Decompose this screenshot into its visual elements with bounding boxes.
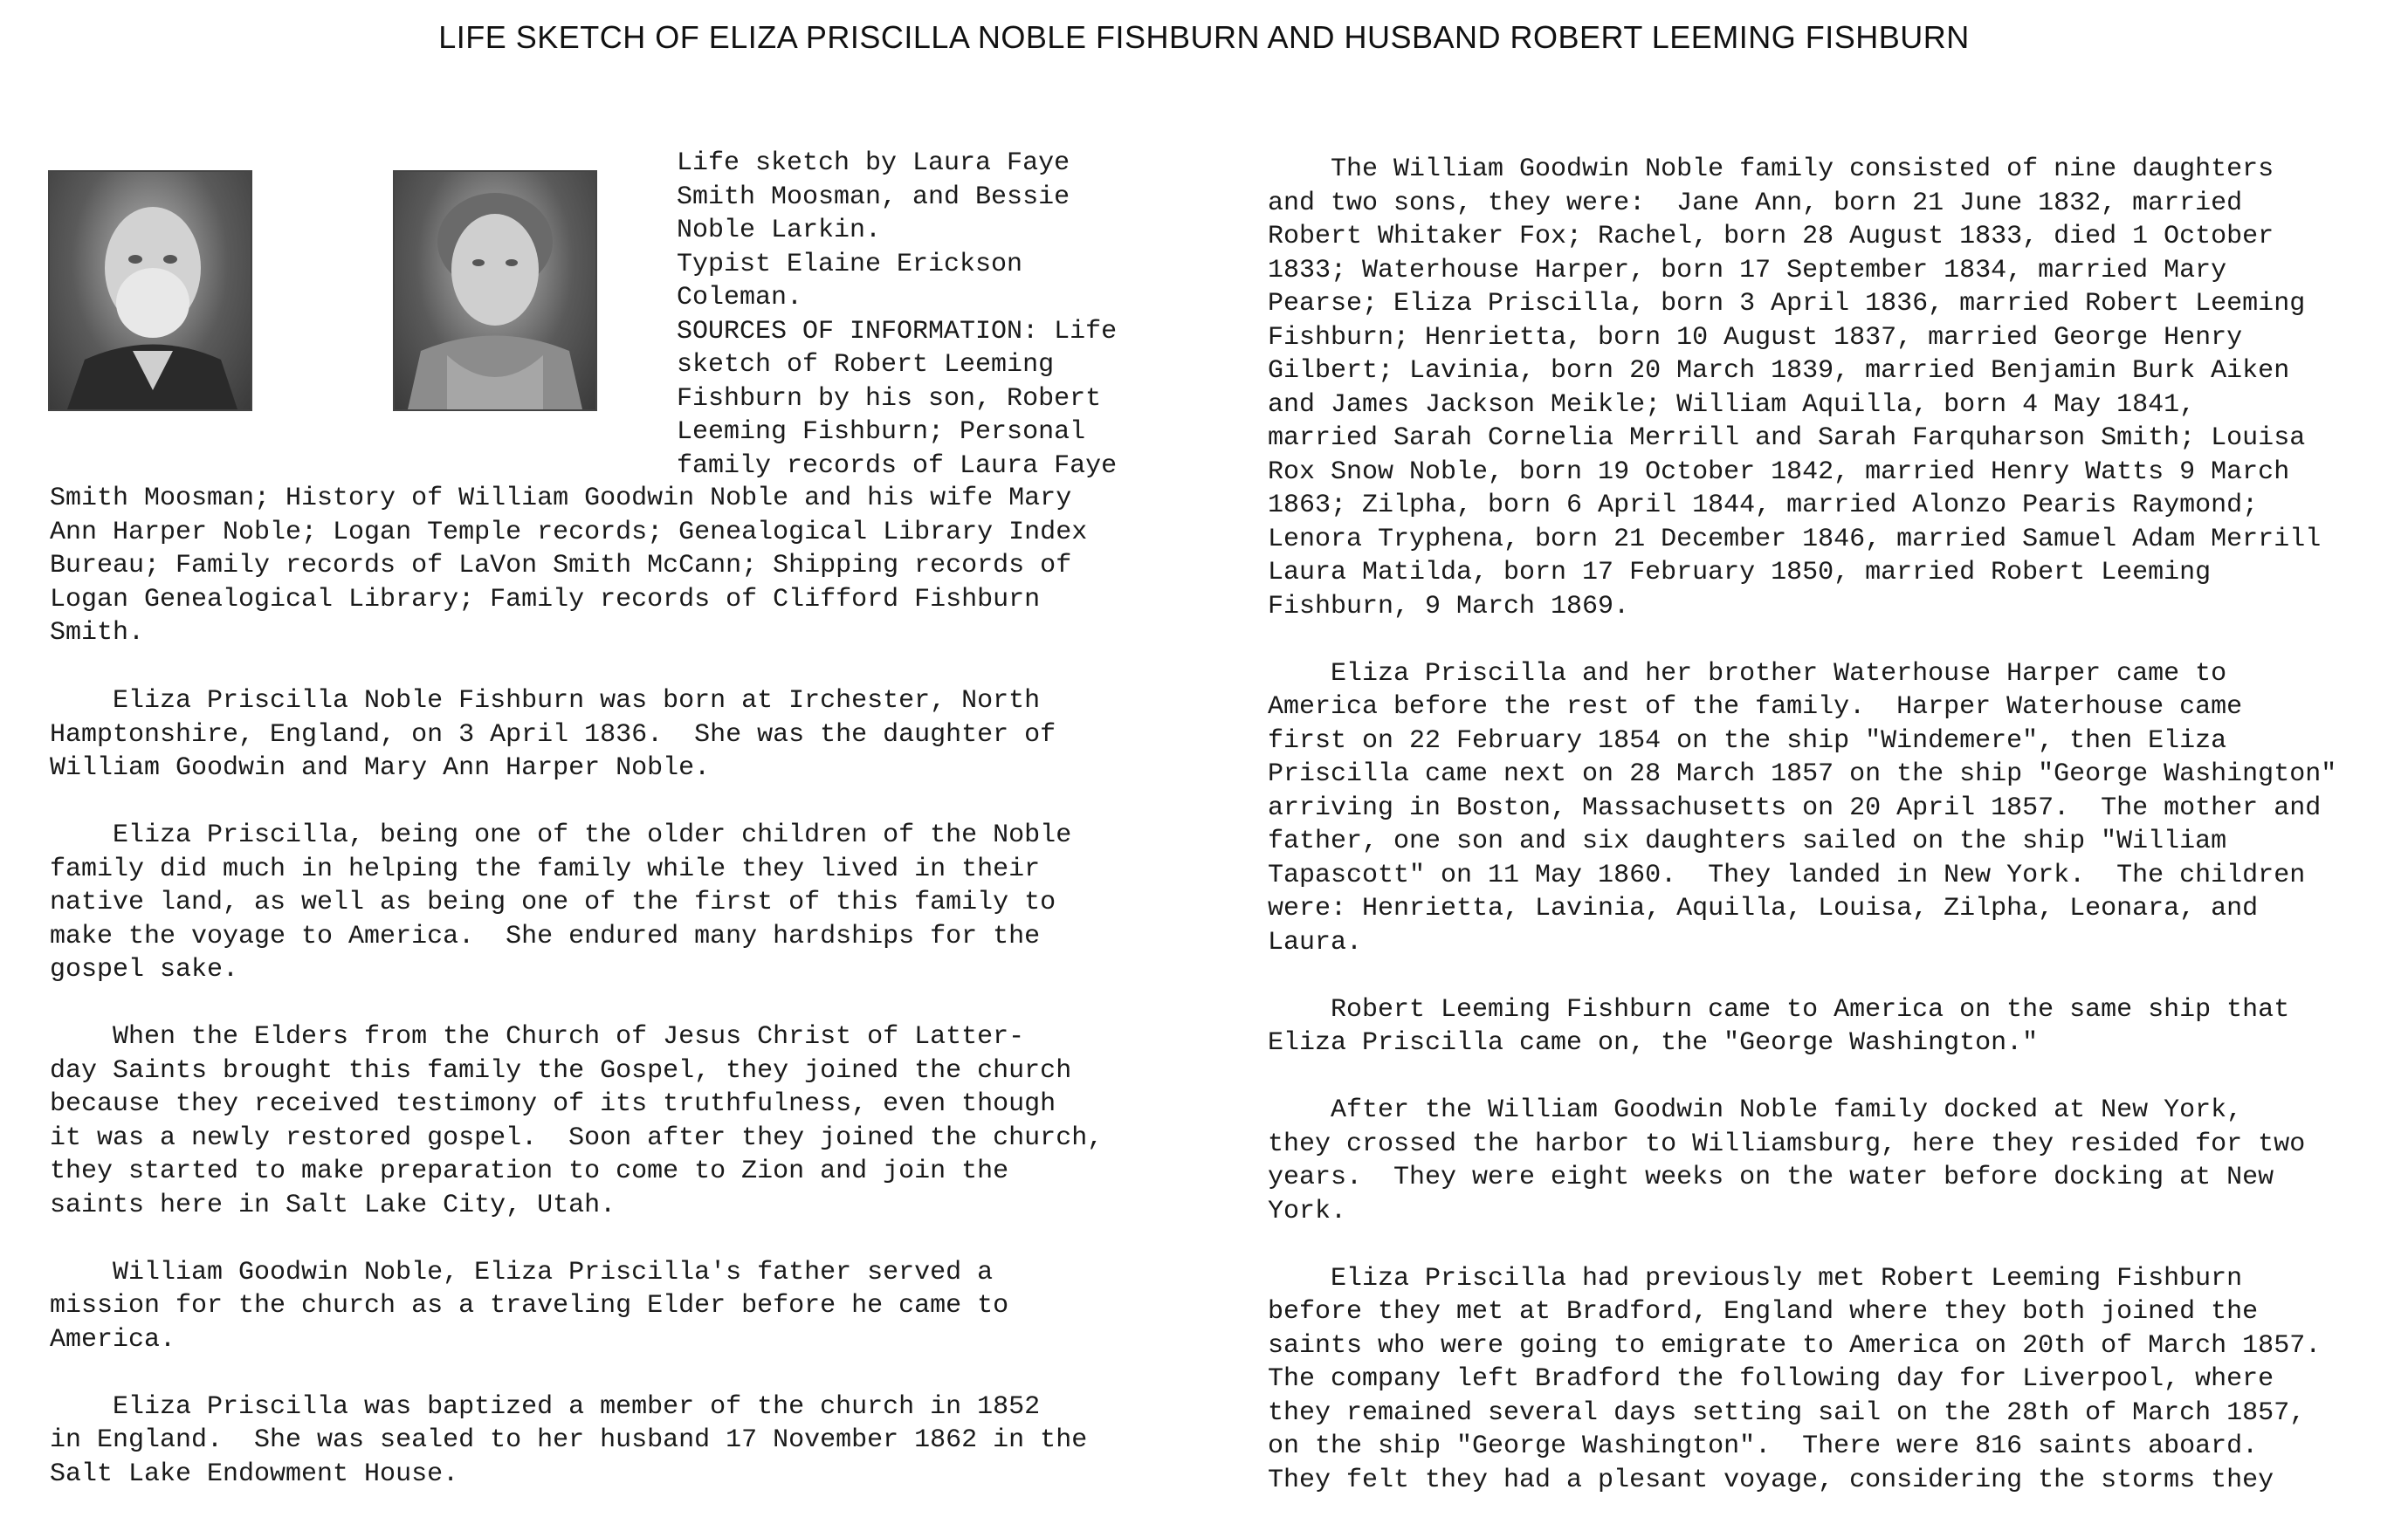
- paragraph-line: 1863; Zilpha, born 6 April 1844, married Alonzo Pearis Raymond;: [1268, 491, 2259, 520]
- paragraph-line: years. They were eight weeks on the water before docking at New: [1268, 1163, 2274, 1192]
- paragraph-line: native land, as well as being one of the first of this family to: [50, 888, 1056, 917]
- paragraph-line: America.: [50, 1324, 176, 1355]
- paragraph-line: Laura.: [1268, 927, 1363, 958]
- paragraph-line: Hamptonshire, England, on 3 April 1836. She was the daughter of: [50, 719, 1056, 750]
- sources-line: Ann Harper Noble; Logan Temple records; Genealogical Library Index: [50, 517, 1088, 547]
- paragraph-line: Eliza Priscilla had previously met Robert Leeming Fishburn: [1268, 1263, 2243, 1294]
- paragraph-line: they started to make preparation to come to Zion and join the: [50, 1157, 1009, 1186]
- paragraph-line: before they met at Bradford, England where they both joined the: [1268, 1297, 2259, 1327]
- right-column: [1268, 153, 2336, 1531]
- paragraph: [1268, 657, 2336, 960]
- credits-line: sketch of Robert Leeming: [677, 350, 1055, 380]
- paragraph-line: Robert Whitaker Fox; Rachel, born 28 August 1833, died 1 October: [1268, 222, 2274, 251]
- portrait-man-icon: [50, 172, 251, 409]
- paragraph: [50, 1256, 1103, 1357]
- sources-line: Bureau; Family records of LaVon Smith McCann; Shipping records of: [50, 551, 1072, 580]
- paragraph-line: America before the rest of the family. Harper Waterhouse came: [1268, 692, 2243, 722]
- paragraph-line: The company left Bradford the following day for Liverpool, where: [1268, 1364, 2274, 1394]
- paragraph-line: Robert Leeming Fishburn came to America on the same ship that: [1268, 994, 2290, 1025]
- paragraph-line: Laura Matilda, born 17 February 1850, married Robert Leeming: [1268, 558, 2212, 587]
- sources-block: [50, 482, 1087, 650]
- credits-line: Typist Elaine Erickson: [677, 249, 1023, 279]
- credits-line: Noble Larkin.: [677, 216, 882, 245]
- paragraph-line: first on 22 February 1854 on the ship "Windemere", then Eliza: [1268, 725, 2227, 756]
- paragraph: [1268, 153, 2336, 623]
- paragraph-line: Tapascott" on 11 May 1860. They landed in New York. The children: [1268, 860, 2306, 890]
- paragraph: [1268, 1262, 2336, 1498]
- paragraph-line: saints here in Salt Lake City, Utah.: [50, 1190, 616, 1220]
- paragraph-line: Eliza Priscilla came on, the "George Washington.": [1268, 1028, 2039, 1058]
- paragraph-line: Pearse; Eliza Priscilla, born 3 April 1836, married Robert Leeming: [1268, 289, 2306, 319]
- paragraph-line: arriving in Boston, Massachusetts on 20 April 1857. The mother and: [1268, 793, 2322, 823]
- paragraph-line: make the voyage to America. She endured many hardships for the: [50, 921, 1041, 951]
- paragraph-line: Lenora Tryphena, born 21 December 1846, married Samuel Adam Merrill: [1268, 524, 2322, 554]
- paragraph-line: in England. She was sealed to her husband 17 November 1862 in the: [50, 1425, 1088, 1455]
- paragraph: [50, 684, 1103, 786]
- paragraph: [50, 1390, 1103, 1492]
- paragraph-line: William Goodwin Noble, Eliza Priscilla's father served a: [50, 1257, 994, 1287]
- paragraph: [50, 819, 1103, 987]
- paragraph-line: they crossed the harbor to Williamsburg, here they resided for two: [1268, 1129, 2306, 1159]
- sources-line: Smith Moosman; History of William Goodwin Noble and his wife Mary: [50, 484, 1072, 513]
- credits-line: Life sketch by Laura Faye: [677, 148, 1070, 178]
- paragraph-line: Rox Snow Noble, born 19 October 1842, married Henry Watts 9 March: [1268, 457, 2290, 487]
- paragraph-line: Fishburn, 9 March 1869.: [1268, 591, 1630, 621]
- paragraph-line: Salt Lake Endowment House.: [50, 1459, 459, 1489]
- paragraph-line: were: Henrietta, Lavinia, Aquilla, Louisa, Zilpha, Leonara, and: [1268, 894, 2259, 923]
- paragraph-line: York.: [1268, 1196, 1347, 1226]
- paragraph-line: they remained several days setting sail on the 28th of March 1857,: [1268, 1397, 2306, 1428]
- paragraph-line: it was a newly restored gospel. Soon after they joined the church,: [50, 1123, 1104, 1153]
- paragraph-line: Eliza Priscilla was baptized a member of the church in 1852: [50, 1391, 1041, 1422]
- paragraph-line: and James Jackson Meikle; William Aquilla, born 4 May 1841,: [1268, 389, 2196, 420]
- paragraph: [1268, 1094, 2336, 1228]
- sources-line: Logan Genealogical Library; Family records of Clifford Fishburn: [50, 584, 1041, 614]
- paragraph-line: The William Goodwin Noble family consisted of nine daughters: [1268, 154, 2274, 184]
- paragraph-line: married Sarah Cornelia Merrill and Sarah Farquharson Smith; Louisa: [1268, 423, 2306, 453]
- paragraph-line: Priscilla came next on 28 March 1857 on the ship "George Washington": [1268, 759, 2337, 789]
- sources-line: Smith.: [50, 618, 145, 648]
- page-title: LIFE SKETCH OF ELIZA PRISCILLA NOBLE FISHBURN AND HUSBAND ROBERT LEEMING FISHBURN: [438, 19, 1970, 55]
- credits-line: Fishburn by his son, Robert: [677, 383, 1102, 414]
- left-column: [50, 684, 1103, 1525]
- paragraph-line: mission for the church as a traveling Elder before he came to: [50, 1291, 1009, 1321]
- credits-line: SOURCES OF INFORMATION: Life: [677, 316, 1118, 347]
- paragraph-line: They felt they had a plesant voyage, considering the storms they: [1268, 1465, 2274, 1495]
- paragraph-line: and two sons, they were: Jane Ann, born 21 June 1832, married: [1268, 188, 2243, 218]
- paragraph-line: 1833; Waterhouse Harper, born 17 September 1834, married Mary: [1268, 255, 2227, 285]
- paragraph-line: Eliza Priscilla Noble Fishburn was born at Irchester, North: [50, 686, 1041, 716]
- paragraph-line: When the Elders from the Church of Jesus Christ of Latter-: [50, 1022, 1025, 1052]
- paragraph-line: Eliza Priscilla, being one of the older children of the Noble: [50, 820, 1072, 850]
- credits-line: Leeming Fishburn; Personal: [677, 417, 1086, 447]
- paragraph-line: Eliza Priscilla and her brother Waterhouse Harper came to: [1268, 658, 2227, 689]
- credits-line: family records of Laura Faye: [677, 450, 1118, 481]
- paragraph-line: William Goodwin and Mary Ann Harper Noble.: [50, 753, 711, 783]
- portrait-of-woman: [393, 170, 597, 411]
- paragraph: [1268, 993, 2336, 1061]
- paragraph-line: family did much in helping the family while they lived in their: [50, 854, 1041, 884]
- paragraph-line: Fishburn; Henrietta, born 10 August 1837, married George Henry: [1268, 322, 2243, 353]
- paragraph-line: After the William Goodwin Noble family docked at New York,: [1268, 1095, 2243, 1125]
- paragraph: [50, 1020, 1103, 1222]
- portrait-woman-icon: [395, 172, 595, 409]
- paragraph-line: Gilbert; Lavinia, born 20 March 1839, married Benjamin Burk Aiken: [1268, 356, 2290, 386]
- paragraph-line: because they received testimony of its truthfulness, even though: [50, 1089, 1056, 1119]
- paragraph-line: on the ship "George Washington". There were 816 saints aboard.: [1268, 1431, 2259, 1461]
- paragraph-line: saints who were going to emigrate to America on 20th of March 1857.: [1268, 1330, 2322, 1361]
- paragraph-line: day Saints brought this family the Gospel, they joined the church: [50, 1055, 1072, 1086]
- portrait-of-man: [48, 170, 252, 411]
- credits-line: Coleman.: [677, 283, 803, 312]
- credits-block: [677, 147, 1117, 483]
- paragraph-line: father, one son and six daughters sailed on the ship "William: [1268, 827, 2227, 856]
- paragraph-line: gospel sake.: [50, 955, 239, 985]
- credits-line: Smith Moosman, and Bessie: [677, 182, 1070, 212]
